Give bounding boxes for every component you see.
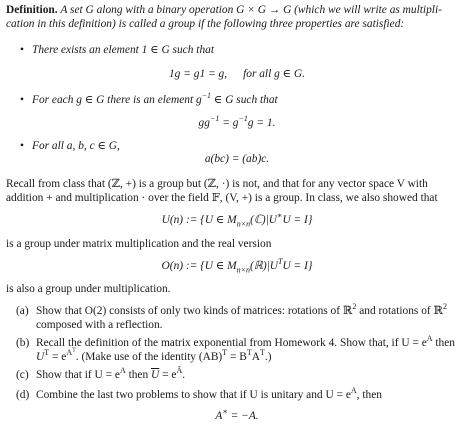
definition-intro-line1: A set G along with a binary operation G × G → G (which we will write as multipli- (60, 4, 442, 16)
problem-b: (b) Recall the definition of the matrix exponential from Homework 4. Show that, if $U = e^A$ then $U^T = e^{A^T}$. (Make use of the identity $(AB)^T = B^TA^T$.) (16, 334, 456, 364)
problem-c-label: (c) (16, 369, 29, 381)
equation-antihermitian: A∗ = −A. (215, 407, 259, 422)
equation-inverse: $gg^{-1} = g^{-1}g = 1$. (198, 114, 276, 129)
bullet-associativity-text: For all a, b, c ∈ G, (32, 140, 120, 152)
problem-a-label: (a) (16, 305, 29, 317)
bullet-dot: • (20, 94, 24, 106)
equation-associativity: a(bc) = (ab)c. (204, 153, 270, 165)
bullet-dot: • (20, 44, 24, 56)
definition-heading: Definition. (6, 4, 58, 16)
equation-orthogonal-group: O(n) := {U ∈ $M_{n\times n}(ℝ)|U^TU = I$} (161, 257, 313, 275)
bullet-dot: • (20, 140, 24, 152)
equation-identity-main: 1g = g1 = g, (168, 68, 228, 80)
bullet-inverse-text: For each g ∈ G there is an element g (32, 94, 202, 106)
bullet-inverse: • For each g ∈ G there is an element $g^{-1}$ ∈ G such that (20, 91, 278, 106)
bullet-identity (20, 43, 468, 57)
recall-line1: Recall from class that (ℤ, +) is a group but (ℤ, ·) is not, and that for any vector space V with (6, 178, 428, 190)
recall-line3: is a group under matrix multiplication and the real version (6, 238, 272, 250)
problem-c: (c) Show that if $U = e^A$ then $\overline{U} = e^Ā$. (16, 366, 186, 381)
recall-line4: is also a group under multiplication. (6, 283, 171, 295)
bullet-identity-text: There exists an element 1 ∈ G such that (32, 44, 214, 56)
equation-unitary-group: U(n) := {U ∈ $M_{n\times n}(ℂ)|U^∗U = I$} (161, 211, 313, 229)
equation-identity (0, 67, 474, 81)
problem-a: (a) Show that O(2) consists of only two kinds of matrices: rotations of ℝ$^2$ and rotations of ℝ$^2$ composed with a reflection. (16, 302, 448, 332)
recall-paragraph (6, 177, 470, 206)
definition-paragraph (6, 3, 470, 32)
problem-b-label: (b) (16, 337, 30, 349)
definition-intro-line2: cation in this definition) is called a group if the following three properties are satisfied: (6, 18, 405, 31)
u-bar: $\overline{U}$ (151, 369, 160, 381)
problem-d-label: (d) (16, 389, 30, 401)
problem-d: (d) Combine the last two problems to show that if U is unitary and $U = e^A$, then (16, 386, 382, 401)
equation-identity-tail: for all g ∈ G. (243, 68, 305, 80)
recall-line2: addition + and multiplication · over the field 𝔽, (V, +) is a group. In class, we also showed that (6, 192, 438, 205)
